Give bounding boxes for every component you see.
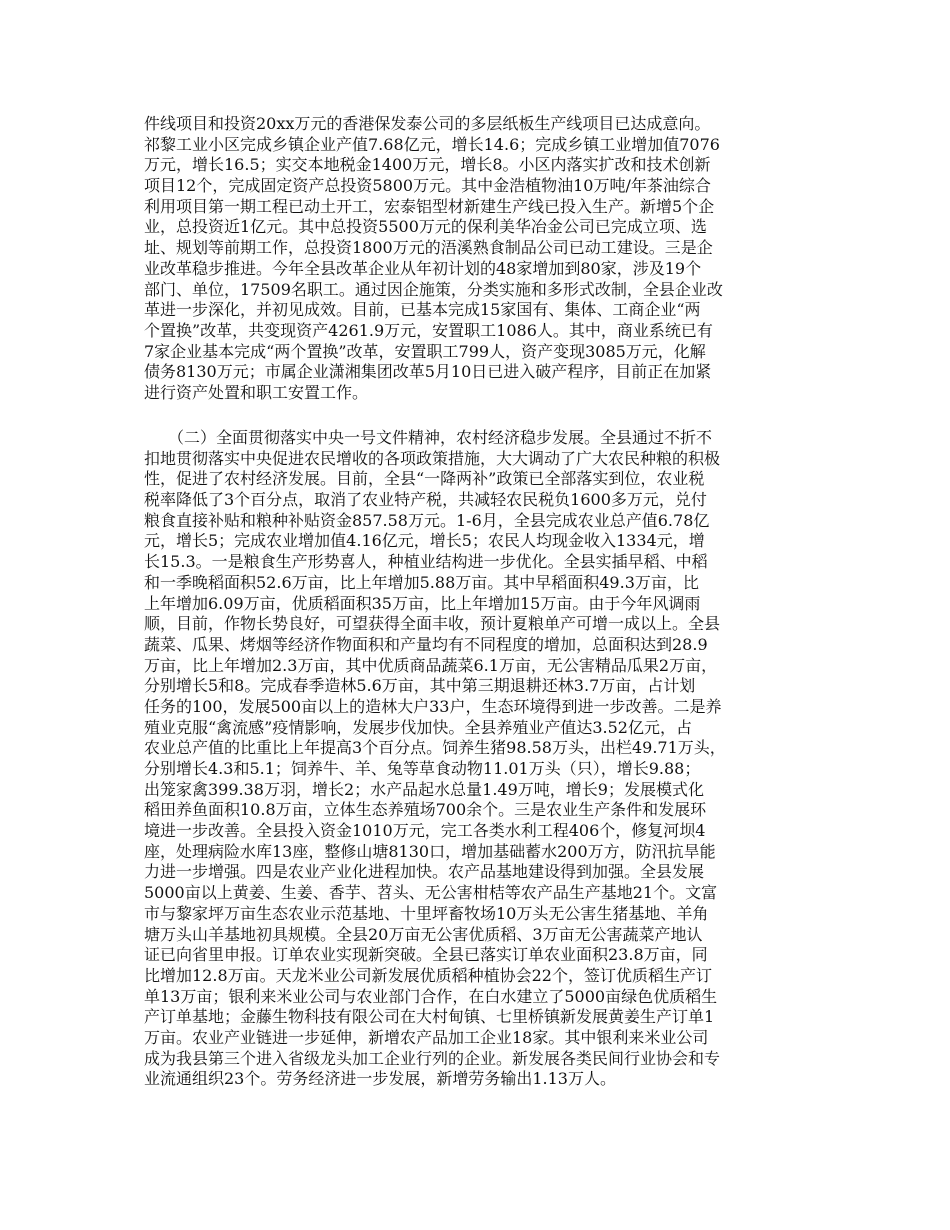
- text-line: 粮食直接补贴和粮种补贴资金857.58万元。1-6月，全县完成农业总产值6.78亿: [144, 510, 710, 530]
- text-line: 革进一步深化，并初见成效。目前，已基本完成15家国有、集体、工商企业“两: [144, 300, 701, 320]
- text-line: 座，处理病险水库13座，整修山塘8130口，增加基础蓄水200万方，防汛抗旱能: [144, 841, 716, 861]
- text-line: 5000亩以上黄姜、生姜、香芋、苕头、无公害柑桔等农产品生产基地21个。文富: [144, 883, 718, 903]
- text-line: 任务的100，发展500亩以上的造林大户33户，生态环境得到进一步改善。二是养: [144, 696, 722, 716]
- text-line: 进行资产处置和职工安置工作。: [144, 382, 369, 402]
- paragraph-continued: [144, 114, 810, 404]
- text-line: 项目12个，完成固定资产总投资5800万元。其中金浩植物油10万吨/年茶油综合: [144, 176, 711, 196]
- text-line: 稻田养鱼面积10.8万亩，立体生态养殖场700余个。三是农业生产条件和发展环: [144, 800, 707, 820]
- text-line: 万亩，比上年增加2.3万亩，其中优质商品蔬菜6.1万亩，无公害精品瓜果2万亩，: [144, 655, 718, 675]
- paragraph-agriculture: [144, 428, 810, 1090]
- text-line: 万亩。农业产业链进一步延伸，新增农产品加工企业18家。其中银利来米业公司: [144, 1027, 709, 1047]
- text-line: 和一季晚稻面积52.6万亩，比上年增加5.88万亩。其中早稻面积49.3万亩，比: [144, 572, 699, 592]
- text-line: 产订单基地；金藤生物科技有限公司在大村甸镇、七里桥镇新发展黄姜生产订单1: [144, 1007, 715, 1027]
- text-line: 成为我县第三个进入省级龙头加工企业行列的企业。新发展各类民间行业协会和专: [144, 1048, 721, 1068]
- text-line: 部门、单位，17509名职工。通过因企施策，分类实施和多形式改制，全县企业改: [144, 279, 723, 299]
- text-line: 万元，增长16.5；实交本地税金1400万元，增长8。小区内落实扩改和技术创新: [144, 155, 711, 175]
- text-line: 出笼家禽399.38万羽，增长2；水产品起水总量1.49万吨，增长9；发展模式化: [144, 779, 704, 799]
- text-line: 塘万头山羊基地初具规模。全县20万亩无公害优质稻、3万亩无公害蔬菜产地认: [144, 924, 703, 944]
- text-line: 址、规划等前期工作，总投资1800万元的浯溪熟食制品公司已动工建设。三是企: [144, 238, 713, 258]
- text-line: 业改革稳步推进。今年全县改革企业从年初计划的48家增加到80家，涉及19个: [144, 258, 702, 278]
- text-line: 单13万亩；银利来米业公司与农业部门合作，在白水建立了5000亩绿色优质稻生: [144, 986, 718, 1006]
- text-line: 个置换”改革，共变现资产4261.9万元，安置职工1086人。其中，商业系统已有: [144, 320, 713, 340]
- text-line: 证已向省里申报。订单农业实现新突破。全县已落实订单农业面积23.8万亩，同: [144, 945, 708, 965]
- text-line: 农业总产值的比重比上年提高3个百分点。饲养生猪98.58万头，出栏49.71万头，: [144, 738, 726, 758]
- text-line: 件线项目和投资20xx万元的香港保发泰公司的多层纸板生产线项目已达成意向。: [144, 114, 711, 133]
- text-line: 税率降低了3个百分点，取消了农业特产税，共减轻农民税负1600多万元，兑付: [144, 490, 707, 510]
- text-line: 元，增长5；完成农业增加值4.16亿元，增长5；农民人均现金收入1334元，增: [144, 531, 705, 551]
- text-line: 蔬菜、瓜果、烤烟等经济作物面积和产量均有不同程度的增加，总面积达到28.9: [144, 634, 708, 654]
- text-line: 比增加12.8万亩。天龙米业公司新发展优质稻种植协会22个，签订优质稻生产订: [144, 965, 712, 985]
- text-line: 分别增长4.3和5.1；饲养牛、羊、兔等草食动物11.01万头（只），增长9.88；: [144, 759, 701, 778]
- text-line: 祁黎工业小区完成乡镇企业产值7.68亿元，增长14.6；完成乡镇工业增加值7076: [144, 134, 720, 154]
- text-line: （二）全面贯彻落实中央一号文件精神，农村经济稳步发展。全县通过不折不: [144, 428, 713, 447]
- text-line: 利用项目第一期工程已动土开工，宏泰铝型材新建生产线已投入生产。新增5个企: [144, 196, 715, 216]
- text-line: 性，促进了农村经济发展。目前，全县“一降两补”政策已全部落实到位，农业税: [144, 469, 705, 489]
- text-line: 分别增长5和8。完成春季造林5.6万亩，其中第三期退耕还林3.7万亩，占计划: [144, 676, 696, 696]
- text-line: 7家企业基本完成“两个置换”改革，安置职工799人，资产变现3085万元，化解: [144, 341, 706, 361]
- text-line: 业，总投资近1亿元。其中总投资5500万元的保利美华冶金公司已完成立项、选: [144, 217, 707, 237]
- text-line: 业流通组织23个。劳务经济进一步发展，新增劳务输出1.13万人。: [144, 1069, 616, 1089]
- text-line: 顺，目前，作物长势良好，可望获得全面丰收，预计夏粮单产可增一成以上。全县: [144, 614, 721, 634]
- text-line: 力进一步增强。四是农业产业化进程加快。农产品基地建设得到加强。全县发展: [144, 862, 705, 882]
- text-line: 境进一步改善。全县投入资金1010万元，完工各类水利工程406个，修复河坝4: [144, 821, 706, 841]
- text-line: 上年增加6.09万亩，优质稻面积35万亩，比上年增加15万亩。由于今年风调雨: [144, 593, 701, 613]
- text-line: 债务8130万元；市属企业潇湘集团改革5月10日已进入破产程序，目前正在加紧: [144, 362, 712, 382]
- text-line: 扣地贯彻落实中央促进农民增收的各项政策措施，大大调动了广大农民种粮的积极: [144, 448, 721, 468]
- text-line: 殖业克服“禽流感”疫情影响，发展步伐加快。全县养殖业产值达3.52亿元，占: [144, 717, 692, 737]
- text-line: 市与黎家坪万亩生态农业示范基地、十里坪畜牧场10万头无公害生猪基地、羊角: [144, 903, 709, 923]
- text-line: 长15.3。一是粮食生产形势喜人，种植业结构进一步优化。全县实插早稻、中稻: [144, 552, 708, 572]
